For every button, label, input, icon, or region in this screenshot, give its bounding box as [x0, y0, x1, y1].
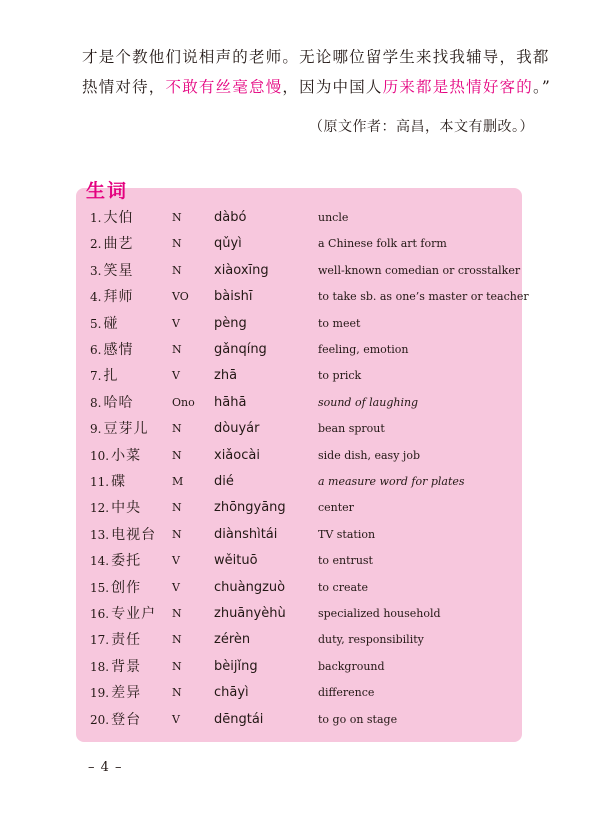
vocab-pinyin: bèijǐng [214, 658, 258, 674]
vocab-part-of-speech: N [172, 422, 182, 436]
vocab-number: 11. [90, 475, 110, 489]
paragraph-text: 。” [532, 78, 552, 96]
vocab-number: 14. [90, 554, 110, 569]
vocab-row [76, 443, 522, 469]
vocab-chinese: 专业户 [111, 606, 157, 622]
vocab-number: 18. [90, 659, 110, 674]
vocab-row [76, 311, 522, 337]
vocab-pinyin: zérèn [214, 632, 251, 648]
vocab-pinyin: wěituō [214, 553, 258, 569]
vocab-part-of-speech: N [172, 211, 182, 224]
vocab-row [76, 469, 522, 495]
vocab-word [90, 680, 141, 706]
vocab-pinyin: chāyì [214, 685, 249, 701]
vocab-number: 10. [90, 448, 110, 463]
vocab-english: to entrust [318, 554, 373, 568]
vocab-english: a Chinese folk art form [318, 237, 447, 251]
vocab-chinese: 创作 [111, 579, 142, 596]
paragraph-line-1: 才是个教他们说相声的老师。无论哪位留学生来找我辅导，我都 [82, 48, 550, 66]
vocab-pinyin: gǎnqíng [214, 342, 267, 357]
vocab-english: sound of laughing [318, 395, 419, 409]
vocab-word [90, 654, 141, 680]
vocab-number: 17. [90, 633, 110, 648]
vocab-chinese: 拜师 [103, 289, 134, 306]
highlighted-phrase: 历来都是热情好客的 [382, 78, 533, 96]
vocab-pinyin: chuàngzuò [214, 579, 286, 595]
vocab-row [76, 205, 522, 231]
vocab-english: duty, responsibility [318, 633, 424, 647]
vocab-english: to go on stage [318, 712, 398, 726]
vocab-word [90, 707, 141, 733]
vocab-english: to prick [318, 369, 362, 383]
vocab-part-of-speech: Ono [172, 395, 195, 409]
vocab-part-of-speech: N [172, 448, 182, 462]
vocab-part-of-speech: N [172, 686, 182, 700]
vocab-english: background [318, 659, 385, 673]
vocab-word [90, 443, 141, 469]
vocab-row [76, 548, 522, 574]
paragraph-text: ，因为中国人 [282, 78, 383, 96]
vocab-pinyin: zhuānyèhù [214, 606, 286, 621]
vocab-row [76, 284, 529, 310]
vocab-chinese: 豆芽儿 [103, 421, 149, 438]
vocab-number: 7. [90, 369, 102, 384]
vocab-part-of-speech: N [172, 501, 182, 515]
vocab-word [90, 522, 156, 548]
vocab-pinyin: xiàoxīng [214, 262, 269, 278]
vocab-row [76, 390, 522, 416]
vocab-chinese: 差异 [111, 685, 142, 702]
vocab-word [90, 601, 156, 627]
vocab-pinyin: hāhā [214, 394, 247, 410]
vocab-word [90, 548, 141, 574]
vocab-english: difference [318, 686, 375, 700]
vocab-chinese: 中央 [111, 500, 142, 517]
vocab-part-of-speech: VO [172, 290, 189, 304]
vocabulary-panel [76, 188, 529, 742]
vocab-pinyin: diànshìtái [214, 526, 278, 542]
vocab-chinese: 责任 [111, 632, 142, 649]
vocab-number: 2. [90, 237, 102, 252]
vocab-part-of-speech: N [172, 527, 182, 541]
vocab-part-of-speech: M [172, 475, 184, 488]
paragraph-line-2 [82, 72, 552, 102]
vocab-english: to meet [318, 316, 361, 330]
vocab-english: uncle [318, 211, 349, 224]
vocab-number: 9. [90, 422, 102, 437]
vocab-number: 6. [90, 343, 102, 357]
vocab-row [76, 495, 522, 521]
vocab-pinyin: bàishī [214, 289, 253, 305]
vocab-chinese: 委托 [111, 553, 142, 570]
vocab-pinyin: dié [214, 474, 234, 489]
vocab-number: 1. [90, 211, 102, 225]
vocab-part-of-speech: N [172, 633, 182, 647]
vocab-chinese: 大伯 [103, 210, 134, 226]
vocab-part-of-speech: V [172, 554, 180, 568]
vocab-row [76, 707, 522, 733]
vocab-row [76, 575, 522, 601]
vocab-pinyin: xiǎocài [214, 447, 260, 463]
vocab-part-of-speech: N [172, 607, 182, 620]
vocab-row [76, 654, 522, 680]
vocab-part-of-speech: V [172, 712, 180, 726]
vocab-row [76, 258, 522, 284]
body-paragraph [82, 42, 552, 102]
vocab-number: 12. [90, 501, 110, 516]
author-credit: （原文作者：高昌，本文有删改。） [309, 119, 534, 135]
vocab-word [90, 390, 133, 416]
vocab-part-of-speech: N [172, 659, 182, 673]
vocab-pinyin: zhā [214, 368, 238, 384]
vocab-word [90, 205, 133, 231]
vocab-number: 20. [90, 712, 110, 727]
vocab-row [76, 363, 522, 389]
vocab-chinese: 登台 [111, 711, 142, 728]
vocab-word [90, 627, 141, 653]
vocab-word [90, 231, 133, 257]
vocab-english: well-known comedian or crosstalker [318, 263, 521, 277]
highlighted-phrase: 不敢有丝毫怠慢 [165, 78, 283, 96]
vocab-english: TV station [318, 527, 376, 541]
vocab-pinyin: dòuyár [214, 421, 260, 437]
vocab-chinese: 碰 [103, 315, 119, 332]
vocab-chinese: 哈哈 [103, 394, 134, 411]
vocab-number: 15. [90, 580, 110, 595]
vocab-row [76, 416, 522, 442]
vocab-word [90, 495, 141, 521]
vocab-pinyin: dàbó [214, 210, 247, 225]
vocab-row [76, 522, 522, 548]
vocab-english: side dish, easy job [318, 448, 420, 462]
vocab-row [76, 680, 522, 706]
vocabulary-title: 生词 [86, 180, 129, 202]
vocab-chinese: 小菜 [111, 447, 142, 464]
vocab-english: to create [318, 580, 368, 594]
vocab-part-of-speech: N [172, 343, 182, 356]
vocab-pinyin: qǔyì [214, 236, 242, 252]
vocab-english: to take sb. as one’s master or teacher [318, 290, 529, 304]
vocab-number: 3. [90, 263, 102, 278]
vocab-word [90, 363, 118, 389]
vocab-english: a measure word for plates [318, 475, 465, 488]
vocab-part-of-speech: N [172, 237, 182, 251]
vocab-english: specialized household [318, 607, 441, 620]
vocab-chinese: 电视台 [111, 526, 157, 543]
vocab-pinyin: zhōngyāng [214, 500, 286, 516]
vocab-number: 19. [90, 686, 110, 701]
vocab-part-of-speech: V [172, 369, 180, 383]
vocab-row [76, 601, 522, 627]
vocab-word [90, 284, 133, 310]
vocab-word [90, 258, 133, 284]
vocab-word [90, 311, 118, 337]
vocab-word [90, 416, 148, 442]
vocab-word [90, 337, 133, 363]
vocab-word [90, 575, 141, 601]
vocab-row [76, 627, 522, 653]
vocab-number: 5. [90, 316, 102, 331]
vocab-number: 16. [90, 607, 110, 621]
vocab-pinyin: pèng [214, 315, 247, 331]
vocab-english: center [318, 501, 354, 515]
vocab-number: 13. [90, 527, 110, 542]
vocab-part-of-speech: N [172, 263, 182, 277]
vocab-chinese: 背景 [111, 658, 142, 675]
vocab-chinese: 笑星 [103, 262, 134, 279]
vocab-number: 8. [90, 395, 102, 410]
page-number: – 4 – [88, 760, 123, 775]
vocab-chinese: 扎 [103, 368, 119, 385]
vocab-english: feeling, emotion [318, 343, 409, 356]
vocab-word [90, 469, 126, 495]
vocab-chinese: 曲艺 [103, 236, 134, 253]
vocab-part-of-speech: V [172, 316, 180, 330]
vocab-chinese: 碟 [111, 474, 127, 490]
vocab-row [76, 231, 522, 257]
vocab-number: 4. [90, 290, 102, 305]
paragraph-text: 热情对待， [82, 78, 166, 96]
vocab-pinyin: dēngtái [214, 711, 264, 727]
vocab-chinese: 感情 [103, 342, 134, 358]
vocab-english: bean sprout [318, 422, 385, 436]
vocab-part-of-speech: V [172, 580, 180, 594]
vocab-row [76, 337, 522, 363]
